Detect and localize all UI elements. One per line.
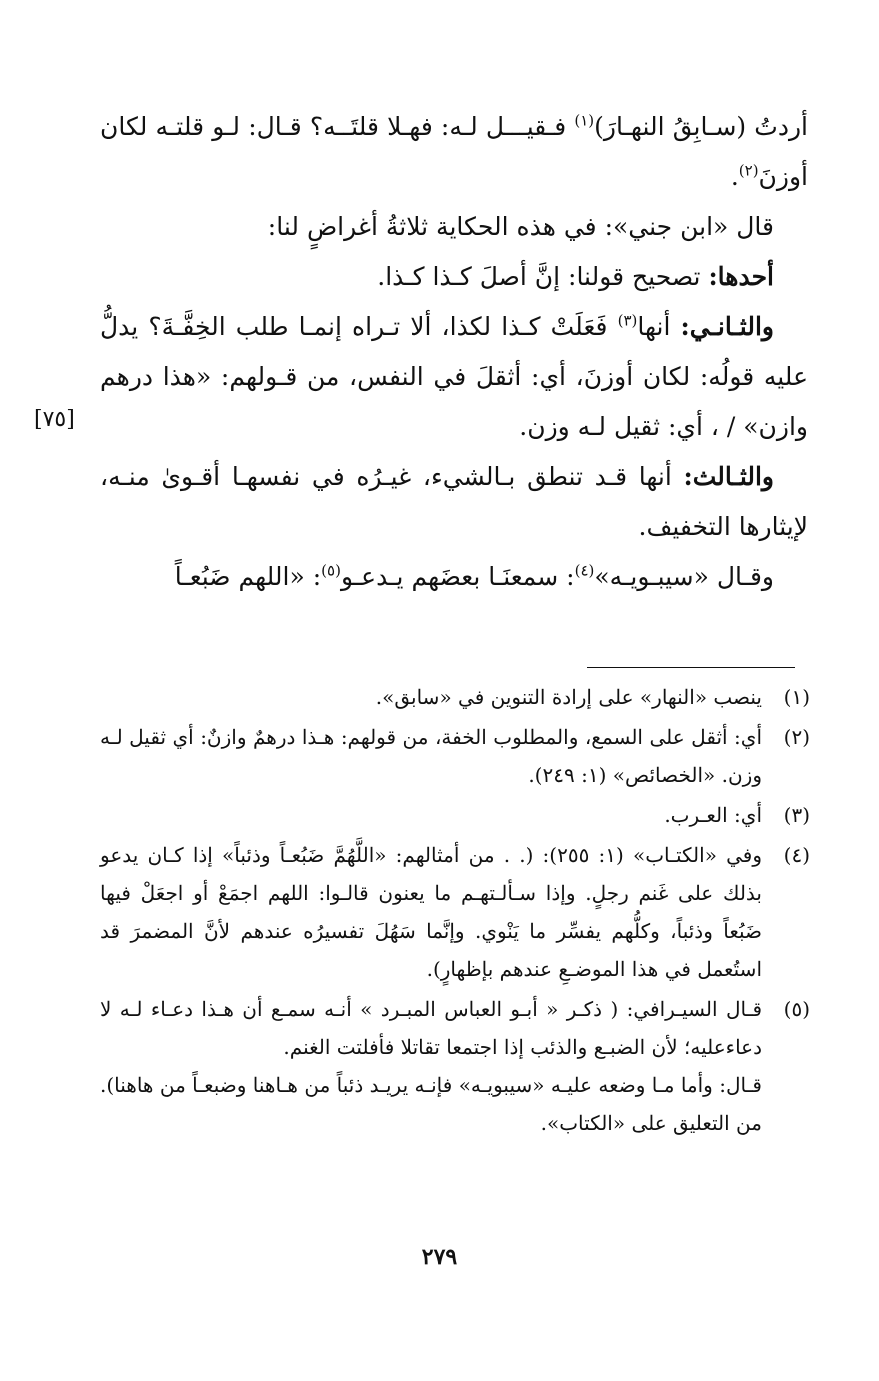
main-text: [100, 102, 808, 602]
text-run: : «اللهم ضَبُعـاً: [174, 562, 322, 591]
footnote-line: ينصب «النهار» على إرادة التنوين في «سابق».: [375, 685, 762, 709]
footnote-line: أي: أثقل على السمع، والمطلوب الخفة، من قولهم: هـذا درهمٌ وازنٌ: أي ثقيل لـه وزن. «الخصائص» (١: ٢٤٩).: [100, 725, 762, 787]
text-run: فـقيـــل لـه: فهـلا قلتَــه؟ قـال: لـو قلتـه لكان أوزنَ: [100, 112, 808, 191]
footnote-body: [100, 836, 762, 988]
footnote-number: (١): [783, 685, 810, 709]
text-run: : سمعنَـا بعضَهم يـدعـو: [340, 562, 575, 591]
footnote-ref-3: (٣): [617, 311, 638, 330]
footnote-line: وفي «الكتـاب» (١: ٢٥٥): (. . من أمثالهم: «اللَّهُمَّ ضَبُعـاً وذئباً» إذا كـان يدعو بذلك على غَنم رجلٍ. وإذا سـألـتهـم ما يعنون قالـوا: اللهم اجمَعْ أو اجعَلْ فيها ضَبُعاً وذئباً، وكلُّهم يفسِّر ما يَنْوي. وإنَّما سَهُلَ تفسيرُه عندهم لأنَّ المضمرَ قد استُعمل في هذا الموضـعِ عندهم بإظهارٍ).: [100, 843, 762, 981]
paragraph-5: [100, 452, 808, 552]
text-run: أنها قـد تنطق بـالشيء، غيـرُه في نفسهـا أقـوىٰ منـه، لإيثارها التخفيف.: [100, 462, 808, 541]
footnote-5: [100, 990, 810, 1142]
footnotes: [100, 678, 810, 1144]
text-run: أنها: [637, 312, 681, 341]
footnote-number: (٤): [783, 843, 810, 867]
point-label-second: والثـانـي:: [680, 312, 774, 341]
footnote-4: [100, 836, 810, 988]
footnote-3: [100, 796, 810, 834]
footnote-body: [100, 718, 762, 794]
text-run: وقـال «سيبـويـه»: [594, 562, 774, 591]
text-run: .: [730, 162, 739, 191]
point-label-third: والثـالث:: [683, 462, 774, 491]
footnote-1: [100, 678, 810, 716]
text-run: فَعَلَتْ كـذا لكذا، ألا تـراه إنمـا طلب الخِفَّـةَ؟ يدلُّ عليه قولُه: لكان أوزنَ، أي: أثقلَ في النفس، من قـولهم: «هذا درهم وازن» / ، أي: ثقيل لـه وزن.: [100, 312, 808, 441]
text-run: أردتُ (سـابِقُ النهـارَ): [594, 112, 808, 141]
footnote-2: [100, 718, 810, 794]
footnote-line: قـال السيـرافي: ( ذكـر « أبـو العباس المبـرد » أنـه سمـع أن هـذا دعـاء لـه لا دعاءعليه؛ لأن الضبـع والذئب إذا اجتمعا تقاتلا فأفلتت الغنم.: [100, 997, 762, 1059]
footnote-line: أي: العـرب.: [664, 803, 762, 827]
margin-page-reference: [٧٥]: [34, 407, 75, 432]
footnote-body: [100, 796, 762, 834]
footnote-body: [100, 990, 762, 1142]
footnote-number: (٥): [783, 997, 810, 1021]
page-number: ٢٧٩: [421, 1244, 458, 1270]
point-label-first: أحدها:: [708, 262, 774, 291]
footnote-separator: [587, 667, 795, 668]
footnote-body: [100, 678, 762, 716]
paragraph-3: [100, 252, 808, 302]
paragraph-1: [100, 102, 808, 202]
footnote-number: (٢): [783, 725, 810, 749]
footnote-ref-5: (٥): [321, 561, 341, 580]
footnote-line: قـال: وأما مـا وضعه عليـه «سيبويـه» فإنـه يريـد ذئباً من هـاهنا وضبعـاً من هاهنا). من التعليق على «الكتاب».: [100, 1073, 762, 1135]
text-run: تصحيح قولنا: إنَّ أصلَ كـذا كـذا.: [377, 262, 709, 291]
footnote-ref-1: (١): [574, 111, 595, 130]
footnote-ref-2: (٢): [738, 161, 759, 180]
paragraph-4: [100, 302, 808, 452]
footnote-number: (٣): [783, 803, 810, 827]
paragraph-2: قال «ابن جني»: في هذه الحكاية ثلاثةُ أغراضٍ لنا:: [267, 212, 774, 241]
paragraph-6: [100, 552, 808, 602]
footnote-ref-4: (٤): [574, 561, 595, 580]
